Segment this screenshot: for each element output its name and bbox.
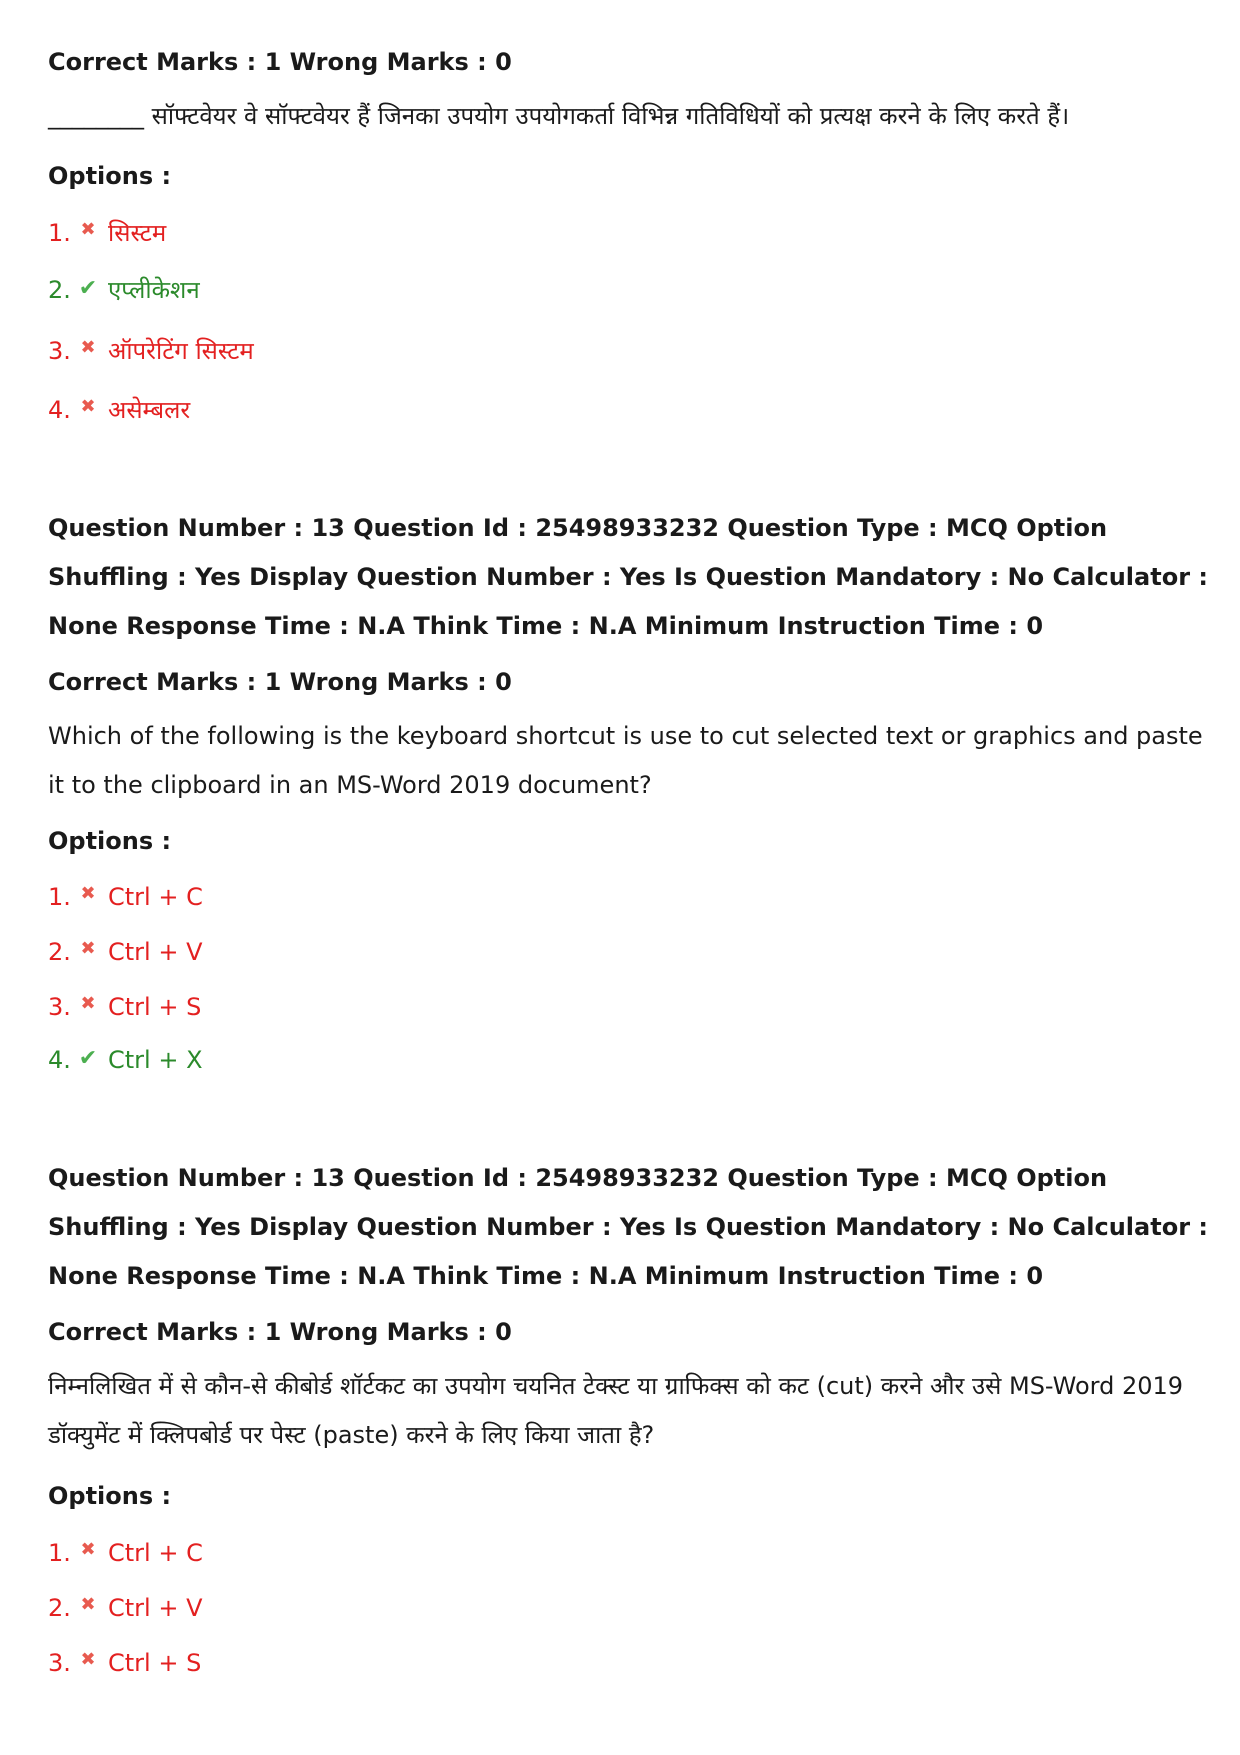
option-item: [48, 214, 166, 249]
check-icon: ✔: [78, 1046, 98, 1071]
marks-line: Correct Marks : 1 Wrong Marks : 0: [48, 48, 512, 76]
option-label: Ctrl + C: [108, 883, 203, 911]
option-label: सिस्टम: [108, 219, 167, 247]
options-label: Options :: [48, 827, 172, 855]
option-number: 3.: [48, 337, 71, 365]
option-label: Ctrl + S: [108, 1649, 202, 1677]
option-item: [48, 988, 201, 1023]
option-item: [48, 933, 203, 968]
option-item: [48, 1534, 203, 1569]
option-label: ऑपरेटिंग सिस्टम: [108, 337, 254, 365]
option-number: 2.: [48, 938, 71, 966]
option-number: 2.: [48, 276, 71, 304]
option-label: असेम्बलर: [108, 396, 191, 424]
cross-icon: ✖: [80, 337, 96, 358]
option-label: Ctrl + V: [108, 938, 203, 966]
option-label: एप्लीकेशन: [108, 276, 200, 304]
option-item: [48, 391, 190, 426]
question-text: निम्नलिखित में से कौन-से कीबोर्ड शॉर्टकट का उपयोग चयनित टेक्स्ट या ग्राफिक्स को कट (cut) करने और उसे MS-Word 2019 डॉक्युमेंट में क्लिपबोर्ड पर पेस्ट (paste) करने के लिए किया जाता है?: [48, 1372, 1184, 1449]
cross-icon: ✖: [80, 396, 96, 417]
cross-icon: ✖: [80, 883, 96, 904]
option-item: [48, 273, 200, 306]
option-label: Ctrl + X: [108, 1046, 203, 1074]
option-item: [48, 332, 254, 367]
option-number: 3.: [48, 1649, 71, 1677]
marks-line: Correct Marks : 1 Wrong Marks : 0: [48, 668, 512, 696]
question-meta: Question Number : 13 Question Id : 25498933232 Question Type : MCQ Option Shuffling : Yes Display Question Number : Yes Is Question Mandatory : No Calculator : None Response Time : N.A Think Time : N.A Minimum Instruction Time : 0: [48, 1164, 1208, 1290]
cross-icon: ✖: [80, 1539, 96, 1560]
question-text: Which of the following is the keyboard shortcut is use to cut selected text or graphics and paste it to the clipboard in an MS-Word 2019 document?: [48, 722, 1203, 799]
options-label: Options :: [48, 1482, 172, 1510]
check-icon: ✔: [78, 276, 98, 301]
option-item: [48, 1043, 203, 1076]
option-number: 2.: [48, 1594, 71, 1622]
cross-icon: ✖: [80, 1649, 96, 1670]
cross-icon: ✖: [80, 938, 96, 959]
option-number: 1.: [48, 1539, 71, 1567]
option-item: [48, 1644, 201, 1679]
option-label: Ctrl + V: [108, 1594, 203, 1622]
option-number: 4.: [48, 396, 71, 424]
option-label: Ctrl + S: [108, 993, 202, 1021]
question-text: ________ सॉफ्टवेयर वे सॉफ्टवेयर हैं जिनका उपयोग उपयोगकर्ता विभिन्न गतिविधियों को प्रत्यक्ष करने के लिए करते हैं।: [48, 102, 1070, 130]
option-label: Ctrl + C: [108, 1539, 203, 1567]
cross-icon: ✖: [80, 993, 96, 1014]
cross-icon: ✖: [80, 1594, 96, 1615]
option-number: 1.: [48, 219, 71, 247]
marks-line: Correct Marks : 1 Wrong Marks : 0: [48, 1318, 512, 1346]
question-meta: Question Number : 13 Question Id : 25498933232 Question Type : MCQ Option Shuffling : Yes Display Question Number : Yes Is Question Mandatory : No Calculator : None Response Time : N.A Think Time : N.A Minimum Instruction Time : 0: [48, 514, 1208, 640]
option-number: 3.: [48, 993, 71, 1021]
cross-icon: ✖: [80, 219, 96, 240]
option-number: 4.: [48, 1046, 71, 1074]
option-item: [48, 1589, 203, 1624]
option-number: 1.: [48, 883, 71, 911]
option-item: [48, 878, 203, 913]
options-label: Options :: [48, 162, 172, 190]
